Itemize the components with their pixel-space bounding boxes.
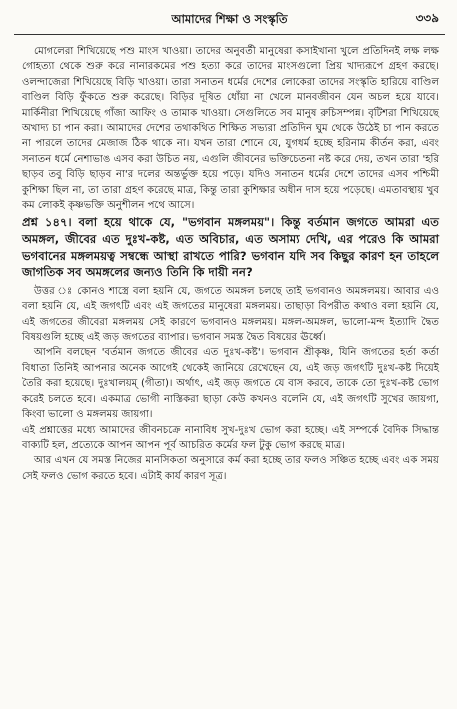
answer-paragraph-3: এই প্রশ্নাত্তের মধ্যে আমাদের জীবনচক্রে নানাবিধ সুখ-দুঃখ ভোগ করা হচ্ছে। এই সম্পর্কে বৈদিক সিদ্ধান্ত বাক্যটি হল, প্রত্যেকে আপন আপন পূর্ব আচরিত কর্মের ফল টুকু ভোগ করছে মাত্র।: [22, 424, 439, 451]
paragraph-intro: মোগলেরা শিখিয়েছে পশু মাংস খাওয়া। তাদের অনুবর্তী মানুষেরা কসাইখানা খুলে প্রতিদিনই লক্ষ লক্ষ গোহত্যা থেকে শুরু করে নানারকমের পশু হত্যা করে তাদের মাংসগুলো প্রিয় খাদ্যরূপে গ্রহণ করছে। ওলন্দাজেরা শিখিয়েছে বিড়ি খাওয়া। তারা সনাতন ধর্মের দেশের লোকেরা তাদের সংস্কৃতি হারিয়ে বাণ্ডিল বাণ্ডিল বিড়ি ফুঁকতে শুরু করেছে। বিড়ির দূষিত ধোঁয়া না খেলে মানবজীবন যেন অচল হয়ে যাবে। মার্কিনীরা শিখিয়েছে গাঁজা আফিং ও তামাক খাওয়া। সেগুলিতে সব মানুষ রুচিসম্পন্ন। বৃটিশরা শিখিয়েছে অখাদ্য চা পান করা। আমাদের দেশের তথাকথিত শিক্ষিত সভ্যরা প্রতিদিন ঘুম থেকে উঠেই চা পান করতে না পারলে তাদের মেজাজ ঠিক থাকে না। যখন তারা শোনে যে, যুগধর্ম হচ্ছে হরিনাম কীর্তন করা, এবং সনাতন ধর্মে নেশাভাঙ এসব করা উচিত নয়, এগুলি জীবনের ভক্তিচেতনা নষ্ট করে দেয়, তখন তারা 'হরি ছাড়ব তবু বিড়ি ছাড়ব না'র দলের অন্তর্ভুক্ত হয়ে পড়ে। যদিও সনাতন ধর্মের দেশে তাদের এসব পশ্চিমী কুশিক্ষা ছিল না, তা তারা গ্রহণ করেছে মাত্র, কিন্তু তারা কুশিক্ষার অধীন দাস হয়ে পড়েছে। এমতাবস্থায় খুব কম লোকই কৃষ্ণভক্তি অনুশীলন পথে আসে।: [22, 46, 439, 212]
running-title: আমাদের শিক্ষা ও সংস্কৃতি: [171, 12, 288, 26]
answer-paragraph-4: আর এখন যে সমস্ত নিজের মানসিকতা অনুসারে কর্ম করা হচ্ছে তার ফলও সঞ্চিত হচ্ছে এবং এক সময় সেই ফলও ভোগ করতে হবে। এটাই কার্য কারণ সূত্র।: [22, 455, 439, 482]
question-147: [22, 214, 439, 280]
answer-paragraph-2: আপনি বলছেন 'বর্তমান জগতে জীবের এত দুঃখ-কষ্ট'। ভগবান শ্রীকৃষ্ণ, যিনি জগতের হর্তা কর্তা বিধাতা তিনিই আপনার অনেক আগেই থেকেই জানিয়ে রেখেছেন যে, এই জড় জগৎটি দুঃখ-কষ্ট দিয়েই তৈরি করা হয়েছে। দুঃখালয়ম্ (গীতা)। অর্থাৎ, এই জড় জগতে যে বাস করবে, তাকে তো দুঃখ-কষ্ট ভোগ করেই চলতে হবে। একমাত্র ভোগী নাস্তিকরা ছাড়া কেউ কখনও বলেনি যে, এই জগৎটি সুখের জায়গা, কিংবা ভালো ও মঙ্গলময় জায়গা।: [22, 347, 439, 421]
question-lead: প্রশ্ন ১৪৭। বলা হয়ে থাকে যে, "ভগবান মঙ্গলময়"।: [22, 215, 275, 230]
page-body: [22, 44, 439, 484]
page-header: [14, 0, 445, 35]
page-number: ৩৩৯: [415, 11, 439, 25]
answer-paragraph-1: উত্তর ঃ কোনও শাস্ত্রে বলা হয়নি যে, জগতে অমঙ্গল চলছে তাই ভগবানও অমঙ্গলময়। আবার এও বলা হয়নি যে, এই জগৎটি এবং এই জগতের মানুষেরা মঙ্গলময়। তাছাড়া বিপরীত কথাও বলা হয়নি যে, এই জগতের জীবেরা মঙ্গলময় সেই কারণে ভগবানও মঙ্গলময়। মঙ্গল-অমঙ্গল, ভালো-মন্দ ইত্যাদি দ্বৈত বিষয়গুলি হচ্ছে এই জড় জগতের ব্যাপার। ভগবান সমস্ত দ্বৈত বিষয়ের ঊর্ধ্বে।: [22, 285, 439, 344]
question-text: কিন্তু বর্তমান জগতে আমরা এত অমঙ্গল, জীবের এত দুঃখ-কষ্ট, এত অবিচার, এত অসাম্য দেখি, এর পরেও কি আমরা ভগবানের মঙ্গলময়ত্ব সম্বন্ধে আস্থা রাখতে পারি? ভগবান যদি সব কিছুর কারণ হন তাহলে জাগতিক সব অমঙ্গলের জন্যও তিনি কি দায়ী নন?: [22, 215, 439, 280]
